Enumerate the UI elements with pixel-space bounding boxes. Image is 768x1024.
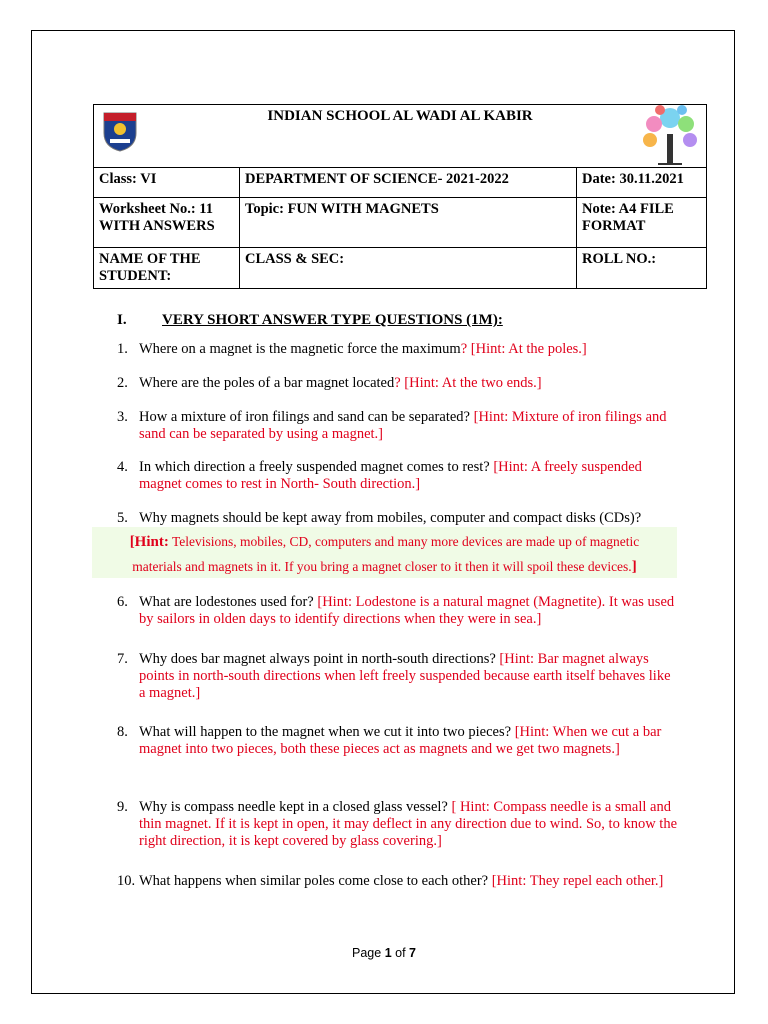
question-text: What are lodestones used for? — [139, 594, 318, 610]
question-6 — [117, 594, 677, 628]
question-number: 7. — [117, 651, 128, 667]
department-cell: DEPARTMENT OF SCIENCE- 2021-2022 — [240, 168, 577, 198]
question-number: 8. — [117, 724, 128, 740]
answer-hint: [Hint: Bar magnet always points in north-south directions when left freely suspended because earth itself behaves like a magnet.] — [139, 651, 671, 701]
question-8 — [117, 724, 677, 758]
question-text: In which direction a freely suspended magnet comes to rest? — [139, 459, 494, 475]
hint-line-2-text: materials and magnets in it. If you bring a magnet closer to it then it will spoil these devices. — [132, 559, 632, 574]
question-text: What happens when similar poles come close to each other? — [139, 873, 492, 889]
hint-line-1 — [92, 534, 677, 551]
question-5 — [117, 510, 677, 527]
answer-hint: [Hint: They repel each other.] — [491, 873, 664, 889]
date-cell: Date: 30.11.2021 — [577, 168, 707, 198]
answer-hint: [Hint: Lodestone is a natural magnet (Magnetite). It was used by sailors in olden days to identify directions when they were in sea.] — [139, 594, 675, 627]
question-number: 6. — [117, 594, 128, 610]
header-table — [93, 104, 707, 289]
question-number: 9. — [117, 799, 128, 815]
roll-no-cell: ROLL NO.: — [577, 248, 707, 289]
question-number: 2. — [117, 375, 128, 391]
hint-line-2 — [92, 559, 677, 576]
question-text: Where are the poles of a bar magnet located — [139, 375, 395, 391]
question-number: 4. — [117, 459, 128, 475]
question-number: 10. — [117, 873, 136, 889]
answer-hint: [ Hint: Compass needle is a small and thin magnet. If it is kept in open, it may deflect in any direction due to wind. So, to know the right direction, it is kept covered by glass covering.] — [139, 799, 678, 849]
tree-logo — [638, 102, 702, 168]
student-name-cell: NAME OF THE STUDENT: — [94, 248, 240, 289]
answer-hint: [Hint: When we cut a bar magnet into two pieces, both these pieces act as magnets and we get two magnets.] — [139, 724, 662, 757]
hint-box — [92, 527, 677, 578]
school-title-cell — [94, 105, 707, 168]
question-10 — [117, 873, 677, 890]
question-number: 3. — [117, 409, 128, 425]
question-4 — [117, 459, 677, 493]
question-text: How a mixture of iron filings and sand can be separated? — [139, 409, 474, 425]
answer-hint: [Hint: Mixture of iron filings and sand can be separated by using a magnet.] — [139, 409, 667, 442]
page-word: Page — [352, 946, 385, 960]
question-number: 5. — [117, 510, 128, 526]
question-7 — [117, 651, 677, 702]
of-word: of — [391, 946, 410, 960]
question-2 — [117, 375, 677, 392]
question-text: Why is compass needle kept in a closed glass vessel? — [139, 799, 452, 815]
question-text: What will happen to the magnet when we cut it into two pieces? — [139, 724, 515, 740]
question-1 — [117, 341, 677, 358]
topic-cell: Topic: FUN WITH MAGNETS — [240, 198, 577, 248]
page-footer — [0, 946, 768, 960]
answer-hint: ? [Hint: At the poles.] — [460, 341, 587, 357]
hint-line-1-text: Televisions, mobiles, CD, computers and many more devices are made up of magnetic — [168, 534, 640, 549]
answer-hint: ? [Hint: At the two ends.] — [394, 375, 542, 391]
question-9 — [117, 799, 677, 850]
question-text: Why magnets should be kept away from mobiles, computer and compact disks (CDs)? — [139, 510, 642, 526]
page-total: 7 — [409, 946, 416, 960]
answer-hint: [Hint: A freely suspended magnet comes to rest in North- South direction.] — [139, 459, 642, 492]
school-name: INDIAN SCHOOL AL WADI AL KABIR — [267, 108, 533, 124]
page-number: 1 — [384, 946, 392, 960]
question-number: 1. — [117, 341, 128, 357]
note-cell: Note: A4 FILE FORMAT — [577, 198, 707, 248]
hint-open: [Hint: — [129, 534, 169, 550]
section-title: VERY SHORT ANSWER TYPE QUESTIONS (1M): — [162, 312, 503, 328]
section-number: I. — [117, 312, 127, 328]
class-cell: Class: VI — [94, 168, 240, 198]
hint-close: ] — [631, 559, 637, 575]
class-sec-cell: CLASS & SEC: — [240, 248, 577, 289]
worksheet-cell: Worksheet No.: 11 WITH ANSWERS — [94, 198, 240, 248]
question-text: Why does bar magnet always point in north-south directions? — [139, 651, 500, 667]
section-heading — [117, 312, 503, 329]
question-text: Where on a magnet is the magnetic force the maximum — [139, 341, 461, 357]
question-3 — [117, 409, 677, 443]
